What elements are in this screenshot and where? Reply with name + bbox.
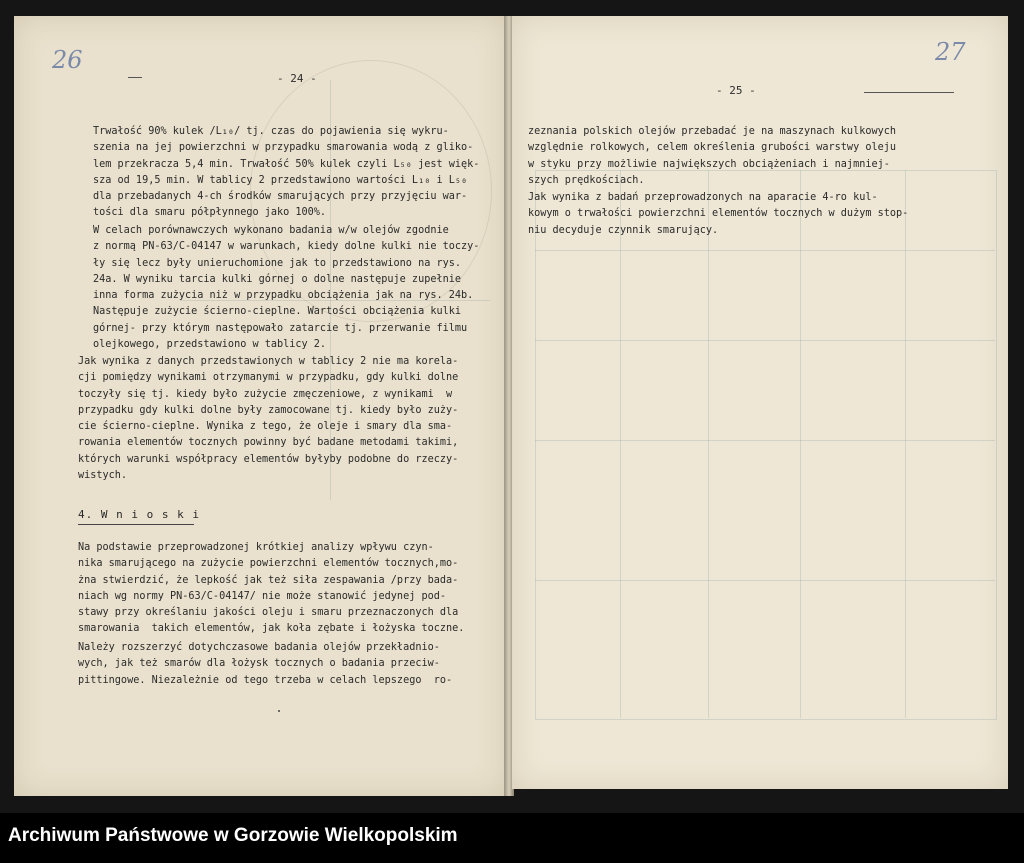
text-line: tości dla smaru półpłynnego jako 100%. [93,207,327,219]
text-line: rowania elementów tocznych powinny być badane metodami takimi, [78,437,459,449]
text-line: zeznania polskich olejów przebadać je na maszynach kulkowych [528,126,897,137]
text-line: pittingowe. Niezależnie od tego trzeba w celach lepszego ro- [78,674,453,686]
text-line: sza od 19,5 min. W tablicy 2 przedstawiono wartości L₁₀ i L₅₀ [93,174,468,186]
text-line: lem przekracza 5,4 min. Trwałość 50% kulek czyli L₅₀ jest więk- [93,158,480,170]
header-dash [128,77,142,78]
text-line: Następuje zużycie ścierno-cieplne. Wartości obciążenia kulki [93,306,462,318]
paragraph [78,640,452,689]
folio-number: 27 [935,38,966,66]
section-heading: 4. W n i o s k i [78,508,200,521]
page-number: - 24 - [277,72,317,85]
page-number: - 25 - [716,84,756,97]
text-line: Jak wynika z danych przedstawionych w tablicy 2 nie ma korela- [78,356,459,367]
text-line: kowym o trwałości powierzchni elementów tocznych w dużym stop- [528,208,909,220]
bleed-through-line [535,340,995,341]
text-line: Trwałość 90% kulek /L₁₀/ tj. czas do pojawienia się wykru- [93,126,449,137]
text-line: szych prędkościach. [528,174,645,186]
paragraph [528,190,908,239]
text-line: z normą PN-63/C-04147 w warunkach, kiedy dolne kulki nie toczy- [93,241,480,253]
text-line: szenia na jej powierzchni w przypadku smarowania wodą z gliko- [93,142,474,154]
text-line: żna stwierdzić, że lepkość jak też siła zespawania /przy bada- [78,574,459,586]
text-line: Należy rozszerzyć dotychczasowe badania olejów przekładnio- [78,642,440,653]
text-line: cie ścierno-cieplne. Wynika z tego, że oleje i smary dla sma- [78,421,453,433]
paragraph [93,124,479,222]
heading-underline [78,524,194,525]
text-line: wistych. [78,470,128,482]
text-line: 24a. W wyniku tarcia kulki górnej o dolne następuje zupełnie [93,273,462,285]
folio-number: 26 [52,46,83,74]
text-line: nika smarującego na zużycie powierzchni elementów tocznych,mo- [78,558,459,570]
text-line: górnej- przy którym następowało zatarcie tj. przerwanie filmu [93,322,468,334]
page-mark [278,710,280,712]
text-line: których warunki współpracy elementów byłyby podobne do rzeczy- [78,453,459,465]
text-line: inna forma zużycia niż w przypadku obciążenia jak na rys. 24b. [93,290,474,302]
text-line: w styku przy możliwie największych obciążeniach i najmniej- [528,158,890,170]
text-line: niach wg normy PN-63/C-04147/ nie może stanowić jedynej pod- [78,590,447,602]
text-line: wych, jak też smarów dla łożysk tocznych o badania przeciw- [78,658,440,670]
text-line: względnie rolkowych, celem określenia grubości warstwy oleju [528,142,897,154]
text-line: niu decyduje czynnik smarujący. [528,224,719,236]
bleed-through-line [620,170,621,718]
text-line: toczyły się tj. kiedy było zużycie zmęczeniowe, z wynikami w [78,388,453,400]
bleed-through-line [708,170,709,718]
text-line: cji pomiędzy wynikami otrzymanymi w przypadku, gdy kulki dolne [78,372,459,384]
header-rule [864,92,954,93]
text-line: W celach porównawczych wykonano badania w/w olejów zgodnie [93,225,449,236]
bleed-through-line [535,440,995,441]
bleed-through-line [535,250,995,251]
bleed-through-line [800,170,801,718]
text-line: przypadku gdy kulki dolne były zamocowane tj. kiedy było zuży- [78,404,459,416]
paragraph [528,124,896,189]
paragraph [78,540,464,638]
paragraph [78,354,458,484]
bleed-through-table [535,170,997,720]
text-line: Na podstawie przeprowadzonej krótkiej analizy wpływu czyn- [78,542,434,553]
text-line: stawy przy określaniu jakości oleju i smaru przeznaczonych dla [78,607,459,619]
archive-name: Archiwum Państwowe w Gorzowie Wielkopolskim [8,825,458,846]
bleed-through-line [535,580,995,581]
paragraph [93,223,479,353]
text-line: Jak wynika z badań przeprowadzonych na aparacie 4-ro kul- [528,192,878,203]
bleed-through-line [905,170,906,718]
text-line: dla przebadanych 4-ch środków smarujących przy przyjęciu war- [93,191,468,203]
text-line: ły się lecz były unieruchomione jak to przedstawiono na rys. [93,257,462,269]
text-line: smarowania takich elementów, jak koła zębate i łożyska toczne. [78,623,465,635]
text-line: olejkowego, przedstawiono w tablicy 2. [93,339,327,351]
